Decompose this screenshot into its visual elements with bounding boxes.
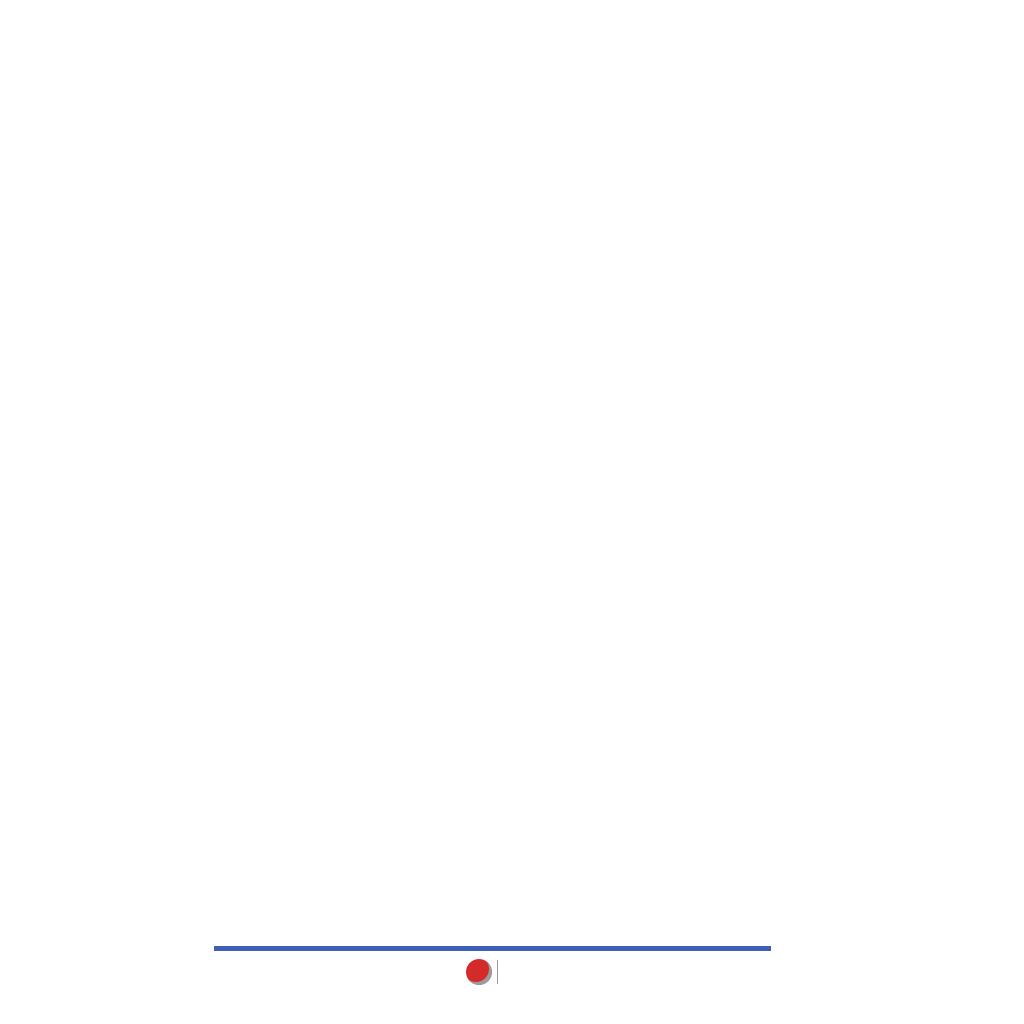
brand-logo <box>466 959 503 985</box>
logo-separator <box>497 960 498 984</box>
footer-divider <box>214 946 771 951</box>
logo-s-icon <box>466 959 492 985</box>
